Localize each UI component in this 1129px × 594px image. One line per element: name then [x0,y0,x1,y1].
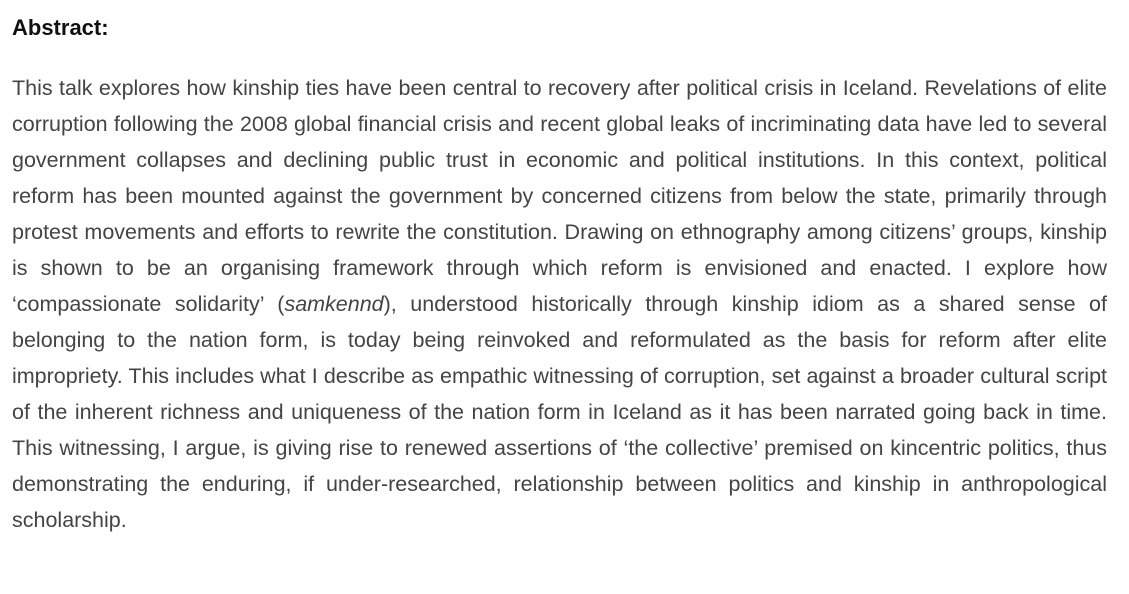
abstract-text-part-2: ), understood historically through kinship idiom as a shared sense of belonging to the nation form, is today being reinvoked and reformulated as the basis for reform after elite impropriety. This includes what I describe as empathic witnessing of corruption, set against a broader cultural script of the inherent richness and uniqueness of the nation form in Iceland as it has been narrated going back in time. This witnessing, I argue, is giving rise to renewed assertions of ‘the collective’ premised on kincentric politics, thus demonstrating the enduring, if under-researched, relationship between politics and kinship in anthropological scholarship. [12,292,1107,532]
abstract-italic-term: samkennd [284,292,384,316]
abstract-text-part-1: This talk explores how kinship ties have been central to recovery after political crisis in Iceland. Revelations of elite corruption following the 2008 global financial crisis and recent global leaks of incriminating data have led to several government collapses and declining public trust in economic and political institutions. In this context, political reform has been mounted against the government by concerned citizens from below the state, primarily through protest movements and efforts to rewrite the constitution. Drawing on ethnography among citizens’ groups, kinship is shown to be an organising framework through which reform is envisioned and enacted. I explore how ‘compassionate solidarity’ ( [12,76,1107,316]
abstract-paragraph [12,70,1107,538]
abstract-heading: Abstract: [12,15,109,40]
